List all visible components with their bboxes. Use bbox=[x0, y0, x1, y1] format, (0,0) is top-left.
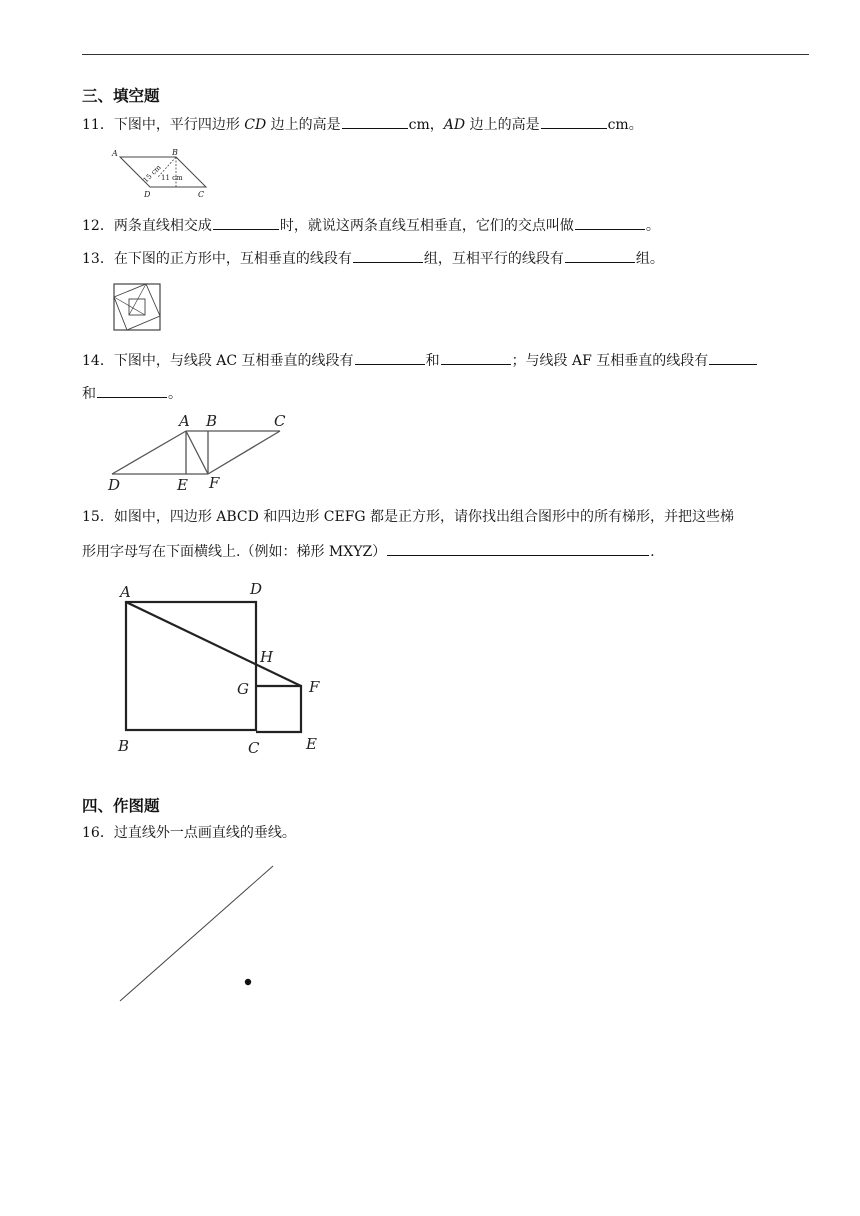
question-number: 12． bbox=[82, 218, 114, 234]
question-text: 边上的高是 bbox=[266, 117, 341, 133]
squares-trapezoid-figure bbox=[110, 578, 330, 758]
answer-blank[interactable] bbox=[441, 350, 511, 365]
header-rule bbox=[82, 54, 809, 55]
question-number: 16． bbox=[82, 825, 114, 841]
question-text: 组。 bbox=[635, 251, 664, 267]
vertex-label-a: A bbox=[179, 412, 190, 430]
vertex-label-d: D bbox=[144, 190, 151, 199]
answer-blank[interactable] bbox=[355, 350, 425, 365]
vertex-label-f: F bbox=[209, 474, 220, 492]
answer-blank[interactable] bbox=[387, 541, 649, 556]
answer-blank[interactable] bbox=[565, 248, 635, 263]
vertex-label-b: B bbox=[172, 148, 178, 157]
question-text: . bbox=[650, 544, 655, 560]
line-and-point-figure bbox=[110, 860, 290, 1010]
unit-text: cm。 bbox=[607, 117, 643, 133]
height-15-label: 15 cm bbox=[141, 163, 163, 185]
question-text: 两条直线相交成 bbox=[113, 218, 212, 234]
question-12 bbox=[82, 215, 660, 235]
answer-blank[interactable] bbox=[342, 114, 408, 129]
vertex-label-e: E bbox=[177, 476, 188, 494]
vertex-label-e: E bbox=[306, 735, 317, 753]
vertex-label-b: B bbox=[206, 412, 218, 430]
question-text: 组，互相平行的线段有 bbox=[423, 251, 564, 267]
square-pinwheel-figure bbox=[113, 283, 163, 333]
vertex-label-c: C bbox=[248, 739, 260, 757]
segment-label: AD bbox=[443, 117, 466, 133]
answer-blank[interactable] bbox=[97, 383, 167, 398]
vertex-label-f: F bbox=[309, 678, 320, 696]
question-text: 下图中，与线段 AC 互相垂直的线段有 bbox=[113, 353, 354, 369]
question-text: 时，就说这两条直线互相垂直，它们的交点叫做 bbox=[279, 218, 574, 234]
answer-blank[interactable] bbox=[575, 215, 645, 230]
question-11 bbox=[82, 114, 643, 134]
question-text: 边上的高是 bbox=[465, 117, 540, 133]
question-text: 下图中，平行四边形 bbox=[113, 117, 245, 133]
question-text: 和 bbox=[425, 353, 440, 369]
question-15-cont bbox=[82, 541, 655, 561]
vertex-label-c: C bbox=[274, 412, 286, 430]
vertex-label-c: C bbox=[198, 190, 205, 199]
answer-blank[interactable] bbox=[541, 114, 607, 129]
segment-label: CD bbox=[244, 117, 267, 133]
answer-blank[interactable] bbox=[353, 248, 423, 263]
question-text: 和 bbox=[82, 386, 96, 402]
question-number: 13． bbox=[82, 251, 114, 267]
answer-blank[interactable] bbox=[709, 350, 757, 365]
section-title-drawing: 四、作图题 bbox=[82, 797, 160, 815]
question-text: ；与线段 AF 互相垂直的线段有 bbox=[511, 353, 709, 369]
height-11-label: 11 cm bbox=[161, 174, 183, 182]
question-text: 在下图的正方形中，互相垂直的线段有 bbox=[113, 251, 352, 267]
answer-blank[interactable] bbox=[213, 215, 279, 230]
given-point[interactable] bbox=[245, 979, 251, 985]
question-14 bbox=[82, 350, 758, 370]
question-13 bbox=[82, 248, 664, 268]
question-16 bbox=[82, 824, 296, 842]
question-text: 如图中，四边形 ABCD 和四边形 CEFG 都是正方形，请你找出组合图形中的所有梯形，并把这些梯 bbox=[113, 509, 735, 525]
vertex-label-b: B bbox=[118, 737, 130, 755]
vertex-label-a: A bbox=[120, 583, 131, 601]
question-text: 。 bbox=[645, 218, 660, 234]
vertex-label-d: D bbox=[108, 476, 121, 494]
vertex-label-d: D bbox=[250, 580, 263, 598]
vertex-label-a: A bbox=[112, 149, 118, 158]
question-number: 11． bbox=[82, 117, 114, 133]
parallelogram-figure bbox=[108, 145, 218, 201]
question-text: 。 bbox=[168, 386, 182, 402]
question-text: 过直线外一点画直线的垂线。 bbox=[113, 825, 296, 841]
parallelogram-acdf-figure bbox=[104, 410, 294, 492]
question-15 bbox=[82, 508, 734, 526]
question-number: 14． bbox=[82, 353, 114, 369]
question-text: 形用字母写在下面横线上.（例如：梯形 MXYZ） bbox=[82, 544, 387, 560]
vertex-label-h: H bbox=[260, 648, 274, 666]
question-number: 15． bbox=[82, 509, 114, 525]
question-14-cont bbox=[82, 383, 182, 403]
vertex-label-g: G bbox=[237, 680, 249, 698]
unit-text: cm， bbox=[408, 117, 444, 133]
section-title-fill-blank: 三、填空题 bbox=[82, 87, 160, 105]
